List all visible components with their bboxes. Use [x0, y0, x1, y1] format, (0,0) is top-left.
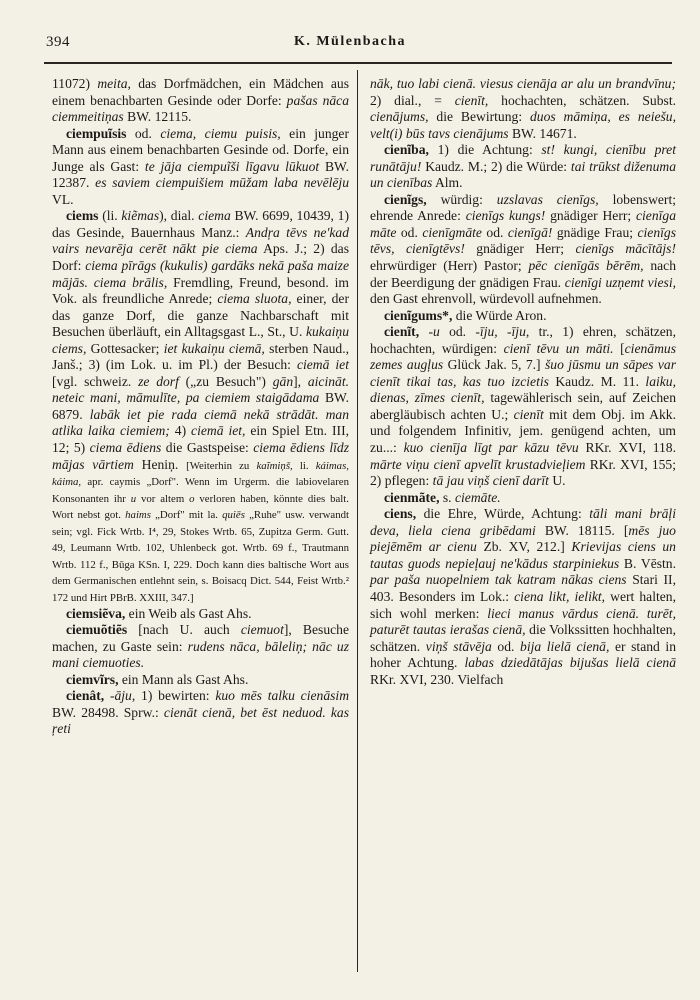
headword: ciemvĩrs, — [66, 671, 119, 687]
definition-text: vor altem — [136, 492, 190, 505]
headword: cienât, — [66, 688, 105, 704]
definition-text: VL. — [52, 191, 74, 207]
example-text: meita, — [97, 76, 131, 91]
column-divider — [357, 70, 358, 972]
example-text: ciemāte. — [454, 489, 501, 505]
example-text: kuo cienīja līgt par kāzu tēvu — [403, 440, 579, 456]
example-text: Krievijas ciens un tautas guods nepieļauj ne'kādus starpiniekus — [370, 539, 676, 571]
example-text: tai trūkst diženuma un cienības — [370, 158, 676, 191]
headword: cienĩt, — [384, 324, 420, 340]
definition-text: 2) dial., = — [370, 92, 455, 108]
definition-text: BW. 18115. [ — [535, 522, 629, 538]
definition-text: Zb. XV, 212.] — [476, 539, 572, 555]
definition-text: „Ruhe" usw. verwandt sein; vgl. Fick Wrtb. I⁴, 29, Stokes Wrtb. 65, Zupitza Germ. Gutt. 49, Leumann Wrtb. 102, Uhlenbeck got. Wrtb. 69 f., Trautmann Wrtb. 112 f., Būga KSn. I, 229. Doch kann dies baltische Wort aus dem Germanischen entlehnt sein, s. Boisacq Dict. 544, Feist Wrtb.² 172 und Hirt PBrB. XXIII, 347.] — [52, 509, 349, 604]
definition-text: das Dorfmädchen, ein Mädchen aus einem benachbarten Gesinde oder Dorfe: — [52, 76, 349, 108]
definition-text: BW. 14671. — [508, 125, 577, 141]
dictionary-entry — [52, 126, 349, 209]
example-text: kaĩmiņš, — [256, 459, 293, 472]
example-text: viņš stāvēja — [425, 638, 492, 654]
example-text: uzslavas cienīgs, — [496, 191, 599, 207]
definition-text: einer, der das ganze Dorf, die ganze Nachbarschaft mit Besuchen überläuft, ein Alltagsgast L., St., U. — [52, 291, 349, 340]
definition-text: [nach U. auch — [127, 622, 241, 638]
definition-text: Heniņ. — [133, 456, 187, 472]
definition-text: s. — [439, 489, 455, 505]
dictionary-entry — [52, 76, 349, 126]
definition-text: gnädiger Herr; — [464, 241, 576, 257]
example-text: -u — [428, 324, 440, 340]
definition-text: Fremdling, Freund, besond. im Vok. als freundliche Anrede; — [52, 274, 349, 307]
dictionary-entry — [52, 208, 349, 605]
definition-text: (li. — [98, 208, 122, 224]
example-text: cienīgs tēvs, cienīgtēvs! — [370, 224, 676, 257]
example-text: cienīgmāte — [422, 224, 482, 240]
example-text: cienāmus zemes augļus — [370, 340, 676, 373]
definition-text: tr., 1) ehren, schätzen, hochachten, würdigen: — [370, 324, 676, 356]
definition-text: er stand in hoher Achtung. — [370, 638, 677, 671]
running-head: K. Mülenbacha — [293, 34, 407, 49]
example-text: labas dziedātājas bijušas lielā cienā — [464, 655, 676, 671]
example-text: laiku, dienas, zīmes cienīt, — [370, 373, 677, 406]
example-text: cienī tēvu un māti. — [503, 340, 614, 356]
example-text: lieci manus vārdus cienā. turēt, paturēt tautas ierašas cienā, — [370, 605, 676, 638]
example-text: cienīgi uzņemt viesi, — [564, 274, 676, 290]
example-text: ciena likt, ielikt, — [514, 588, 606, 604]
example-text: bija lielā cienā, — [520, 638, 610, 654]
headword: ciens, — [384, 506, 417, 522]
right-column — [370, 76, 676, 688]
example-text: ciema ēdiens — [89, 440, 162, 456]
definition-text: „Dorf" mit la. — [150, 509, 223, 522]
dictionary-entry — [52, 672, 349, 689]
example-text: mārte viņu cienī apvelīt krustadvieļiem — [370, 456, 586, 472]
headword: cienĩgs, — [384, 191, 427, 207]
definition-text: Kaudz. M.; 2) die Würde: — [421, 158, 571, 174]
headword: cienmãte, — [384, 489, 440, 505]
headword: cienĩba, — [384, 142, 429, 158]
example-text: pēc cienīgās bērēm, — [528, 258, 644, 274]
headword: ciems — [66, 208, 99, 224]
definition-text: RKr. XVI, 155; 2) pflegen: — [370, 456, 676, 489]
example-text: gān — [272, 373, 294, 389]
example-text: te jāja ciempuĩši līgavu lūkuot — [144, 158, 320, 174]
dictionary-entry — [370, 324, 676, 489]
example-text: ciemā iet — [296, 357, 349, 373]
example-text: ciema pīrāgs (kukulis) gardāks nekā paša maize mājās. ciema brālis, — [52, 258, 350, 290]
definition-text: B. Vēstn. — [619, 555, 676, 571]
definition-text: Stari II, 403. Besonders im Lok.: — [370, 572, 676, 604]
example-text: duos māmiņa, es neiešu, velt(i) būs tavs cienājums — [370, 109, 676, 141]
dictionary-entry — [52, 622, 349, 672]
definition-text: („zu Besuch") — [178, 373, 273, 389]
example-text: tā jau viņš cienī darīt — [432, 473, 549, 489]
left-column — [52, 76, 349, 738]
example-text: cienāt cienā, bet ēst neduod. kas ŗeti — [52, 704, 349, 737]
definition-text: die Gastspeise: — [161, 440, 254, 456]
example-text: cienīt, — [454, 92, 489, 108]
example-text: šuo jūsmu un sāpes var cienīt tikai tas, kas tuo izcietis — [370, 357, 676, 389]
example-text: cienājums, — [370, 109, 429, 125]
definition-text: od. — [439, 324, 476, 340]
example-text: aicināt. neteic mani, māmulīte, pa ciemiem staigādama — [52, 373, 350, 406]
definition-text: 11072) — [52, 76, 98, 91]
header-rule — [44, 62, 672, 64]
definition-text: gnädiger Herr; — [545, 208, 636, 224]
definition-text: apr. caymis „Dorf". Wenn im Urgerm. die labiovelaren Konsonanten ihr — [52, 476, 349, 505]
example-text: es saviem ciempuišiem mūžam laba nevēlēju — [95, 175, 349, 191]
definition-text: ein Weib als Gast Ahs. — [125, 605, 252, 621]
definition-text: tagewählerisch sein, auf Zeichen abergläubisch achten U.; — [370, 390, 676, 422]
example-text: cienīt — [513, 406, 544, 422]
definition-text: BW. 12387. — [52, 158, 349, 191]
definition-text: ), dial. — [159, 208, 199, 224]
example-text: ciema, ciemu puisis, — [160, 125, 281, 141]
example-text: cienīgā! — [507, 224, 553, 240]
definition-text: nach der Beerdigung der gnädigen Frau. — [370, 258, 676, 290]
definition-text: verloren haben, könnte dies balt. Wort nebst got. — [52, 492, 349, 522]
definition-text: die Ehre, Würde, Achtung: — [416, 506, 590, 522]
definition-text: ein Mann als Gast Ahs. — [118, 671, 249, 687]
example-text: o — [189, 492, 195, 505]
dictionary-entry — [370, 192, 676, 308]
example-text: st! kungi, cienību pret runātāju! — [370, 142, 676, 174]
definition-text: od. — [396, 224, 423, 240]
definition-text: die Würde Aron. — [452, 307, 547, 323]
dictionary-entry — [370, 490, 676, 507]
definition-text: RKr. XVI, 230. Vielfach — [370, 671, 504, 687]
headword: cienĩgums*, — [384, 307, 453, 323]
dictionary-entry — [370, 506, 676, 688]
example-text: kukaiņu ciems, — [52, 324, 349, 356]
dictionary-entry — [52, 606, 349, 623]
example-text: ciemuot — [240, 622, 284, 638]
dictionary-entry — [370, 76, 676, 142]
definition-text: würdig: — [426, 191, 497, 207]
definition-text: sterben Naud., Janš.; 3) (im Lok. u. im Pl.) der Besuch: — [52, 340, 349, 373]
example-text: cienīgs kungs! — [465, 208, 546, 224]
example-text: cienīgs mācītājs! — [575, 241, 676, 257]
definition-text: Kaudz. M. 11. — [548, 373, 646, 389]
example-text: mēs juo piejēmēm ar cienu — [370, 522, 676, 555]
definition-text: U. — [548, 473, 566, 489]
definition-text: Glück Jak. 5, 7.] — [443, 357, 545, 373]
example-text: cienīga māte — [370, 208, 676, 240]
definition-text: [Weiterhin zu — [186, 459, 257, 472]
definition-text: li. — [292, 459, 316, 472]
example-text: -āju, — [109, 688, 136, 704]
example-text: quiēs — [222, 509, 245, 522]
example-text: u — [130, 492, 137, 505]
example-text: haims — [125, 509, 151, 522]
headword: ciemsiẽva, — [66, 605, 126, 621]
example-text: labāk iet pie rada ciemā nekā strādāt. man atlika laika ciemiem; — [52, 406, 349, 439]
definition-text: 4) — [169, 423, 192, 439]
definition-text: [vgl. schweiz. — [52, 373, 139, 389]
example-text: káimas, káima, — [52, 459, 349, 489]
definition-text: BW. 12115. — [123, 109, 192, 125]
definition-text: die Bewirtung: — [428, 109, 530, 125]
dictionary-entry — [370, 142, 676, 192]
definition-text: od. — [481, 224, 508, 240]
definition-text: RKr. XVI, 118. — [578, 440, 676, 456]
definition-text: BW. 6699, 10439, 1) das Gesinde, Bauernhaus Manz.: — [52, 208, 349, 240]
definition-text: die Volkssitten hochhalten, schätzen. — [370, 622, 676, 654]
example-text: ze dorf — [138, 373, 179, 389]
example-text: kiẽmas — [121, 208, 160, 224]
example-text: Andŗa tēvs ne'kad vairs nevarēja cerēt nākt pie ciema — [52, 224, 349, 257]
page-number: 394 — [46, 34, 70, 50]
definition-text: 1) bewirten: — [135, 688, 216, 704]
example-text: par paša nuopelniem tak katram nākas ciens — [370, 572, 627, 588]
definition-text: lobenswert; ehrende Anrede: — [370, 191, 677, 224]
definition-text: mit dem Obj. im Akk. und folgendem Infinitiv, jem. genügend achten, um zu...: — [370, 406, 676, 456]
headword: ciemuõtiẽs — [66, 622, 128, 638]
definition-text: Alm. — [432, 175, 463, 191]
dictionary-entry — [52, 688, 349, 738]
example-text: kuo mēs talku cienāsim — [215, 688, 350, 704]
dictionary-entry — [370, 308, 676, 325]
definition-text: 1) die Achtung: — [428, 142, 542, 158]
definition-text: ], — [293, 373, 308, 389]
example-text: ciema sluota, — [217, 291, 292, 307]
definition-text: ein Spiel Etn. III, 12; 5) — [52, 423, 349, 456]
example-text: pašas nāca ciemmeitiņas — [52, 92, 349, 125]
example-text: -īju, -īju, — [475, 324, 530, 340]
example-text: iet kukaiņu ciemā, — [163, 340, 265, 356]
definition-text: wert halten, sich wohl merken: — [370, 588, 676, 621]
example-text: ciema ēdiens līdz mājas vārtiem — [52, 440, 349, 472]
definition-text: od. — [126, 125, 161, 141]
definition-text: ein junger Mann aus einem benachbarten Gesinde od. Dorfe, ein Junge als Gast: — [52, 125, 349, 174]
definition-text: hochachten, schätzen. Subst. — [488, 92, 676, 108]
definition-text: [ — [613, 340, 625, 356]
definition-text: BW. 6879. — [52, 390, 350, 422]
headword: ciempuĩsis — [66, 125, 127, 141]
definition-text: BW. 28498. Sprw.: — [52, 704, 164, 720]
definition-text: ehrwürdiger (Herr) Pastor; — [370, 258, 529, 274]
example-text: nāk, tuo labi cienā. viesus cienāja ar alu un brandvīnu; — [370, 76, 676, 91]
definition-text: ], Besuche machen, zu Gaste sein: — [52, 622, 349, 654]
example-text: rudens nāca, bāleliņ; nāc uz mani ciemuoties. — [52, 638, 350, 671]
example-text: ciemā iet, — [191, 423, 246, 439]
example-text: ciema — [198, 208, 231, 224]
definition-text: Gottesacker; — [86, 340, 164, 356]
example-text: tāli mani brāļi deva, liela ciena gribēdami — [370, 506, 676, 538]
definition-text: Aps. J.; 2) das Dorf: — [52, 241, 349, 274]
definition-text: od. — [491, 638, 521, 654]
definition-text: den Gast ehrenvoll, würdevoll aufnehmen. — [370, 291, 602, 307]
definition-text: gnädige Frau; — [552, 224, 638, 240]
